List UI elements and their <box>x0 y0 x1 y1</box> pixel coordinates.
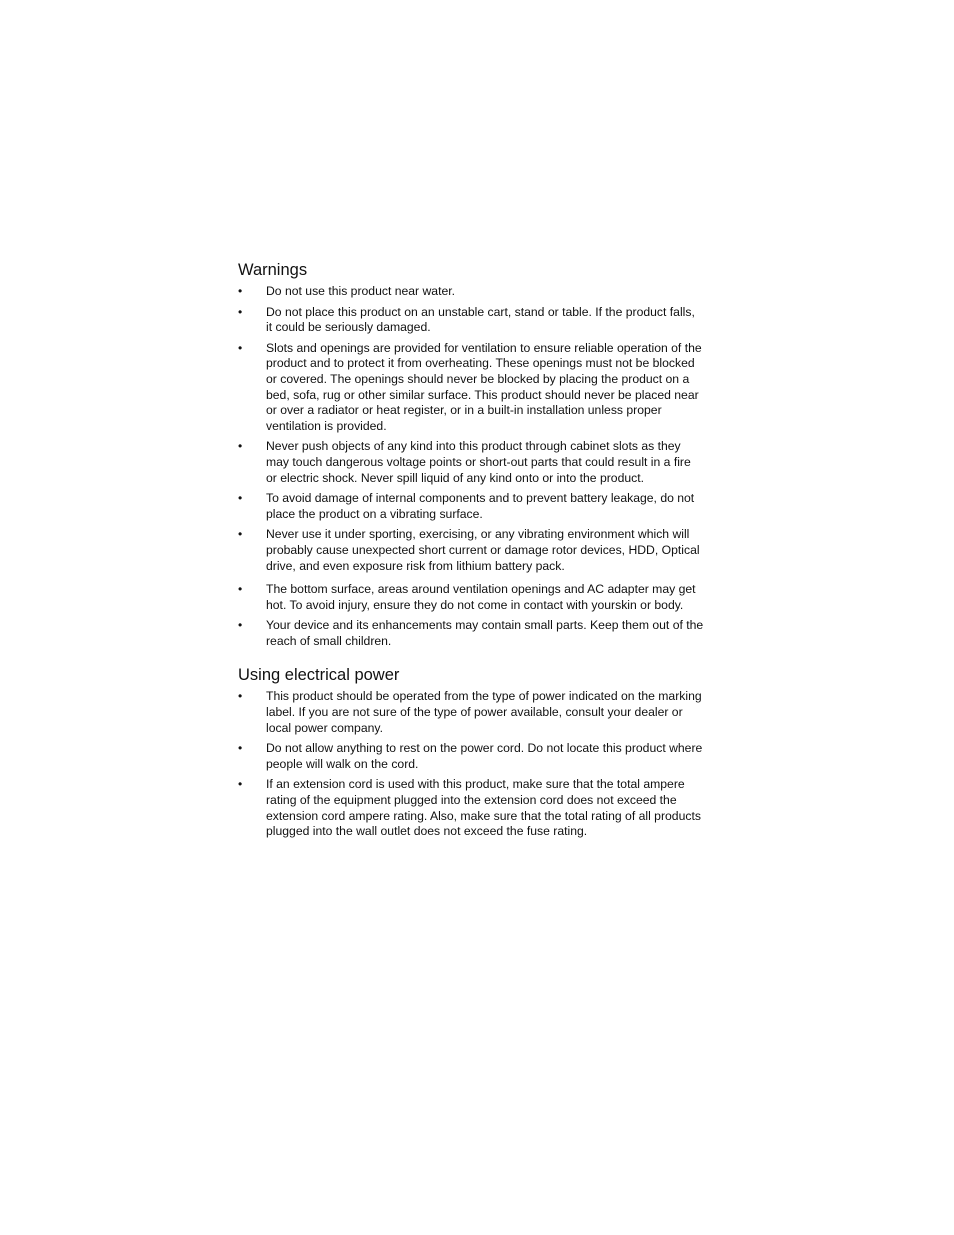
bullet-icon: • <box>238 304 243 319</box>
list-item-text: Your device and its enhancements may contain small parts. Keep them out of the reach of small children. <box>266 618 704 648</box>
list-item-text: Do not place this product on an unstable cart, stand or table. If the product falls, it could be seriously damaged. <box>266 304 695 335</box>
list-item-text: Do not use this product near water. <box>266 284 456 298</box>
list-item <box>238 491 704 522</box>
bullet-icon: • <box>238 491 243 506</box>
list-item <box>238 582 704 613</box>
bullet-icon: • <box>238 741 243 756</box>
list-item <box>238 777 704 839</box>
list-item-text: If an extension cord is used with this product, make sure that the total ampere rating of the equipment plugged into the extension cord does not exceed the extension cord ampere rating. Also, make sure that the total rating of all products plugged into the wall outlet does not exceed the fuse rating. <box>266 777 701 839</box>
electrical-power-list <box>238 689 704 839</box>
list-item <box>238 689 704 736</box>
list-item-text: Never push objects of any kind into this product through cabinet slots as they may touch dangerous voltage points or short-out parts that could result in a fire or electric shock. Never spill liquid of any kind onto or into the product. <box>266 439 691 485</box>
bullet-icon: • <box>238 439 243 454</box>
bullet-icon: • <box>238 618 243 633</box>
document-body <box>238 260 704 845</box>
list-item-text: The bottom surface, areas around ventilation openings and AC adapter may get hot. To avoid injury, ensure they do not come in contact with yourskin or body. <box>266 582 696 612</box>
list-item-text: To avoid damage of internal components and to prevent battery leakage, do not place the product on a vibrating surface. <box>266 491 695 521</box>
list-item <box>238 618 704 649</box>
bullet-icon: • <box>238 340 243 355</box>
list-item <box>238 341 704 435</box>
warnings-list <box>238 284 704 649</box>
bullet-icon: • <box>238 284 243 298</box>
list-item <box>238 527 704 574</box>
warnings-heading: Warnings <box>238 261 308 279</box>
list-item <box>238 439 704 486</box>
list-item-text: Do not allow anything to rest on the power cord. Do not locate this product where people will walk on the cord. <box>266 741 703 771</box>
list-item <box>238 741 704 772</box>
electrical-power-heading: Using electrical power <box>238 666 400 685</box>
list-item-text: Never use it under sporting, exercising, or any vibrating environment which will probably cause unexpected short current or damage rotor devices, HDD, Optical drive, and even exposure risk from lithium battery pack. <box>266 527 700 573</box>
list-item-text: Slots and openings are provided for ventilation to ensure reliable operation of the product and to protect it from overheating. These openings must not be blocked or covered. The openings should never be blocked by placing the product on a bed, sofa, rug or other similar surface. This product should never be placed near or over a radiator or heat register, or in a built-in installation unless proper ventilation is provided. <box>266 340 702 433</box>
electrical-power-section <box>238 665 704 839</box>
bullet-icon: • <box>238 689 243 704</box>
bullet-icon: • <box>238 777 243 792</box>
bullet-icon: • <box>238 527 243 542</box>
list-item <box>238 305 704 336</box>
list-item <box>238 284 704 300</box>
list-item-text: This product should be operated from the type of power indicated on the marking label. If you are not sure of the type of power available, consult your dealer or local power company. <box>266 689 702 735</box>
bullet-icon: • <box>238 582 243 597</box>
warnings-section <box>238 260 704 649</box>
